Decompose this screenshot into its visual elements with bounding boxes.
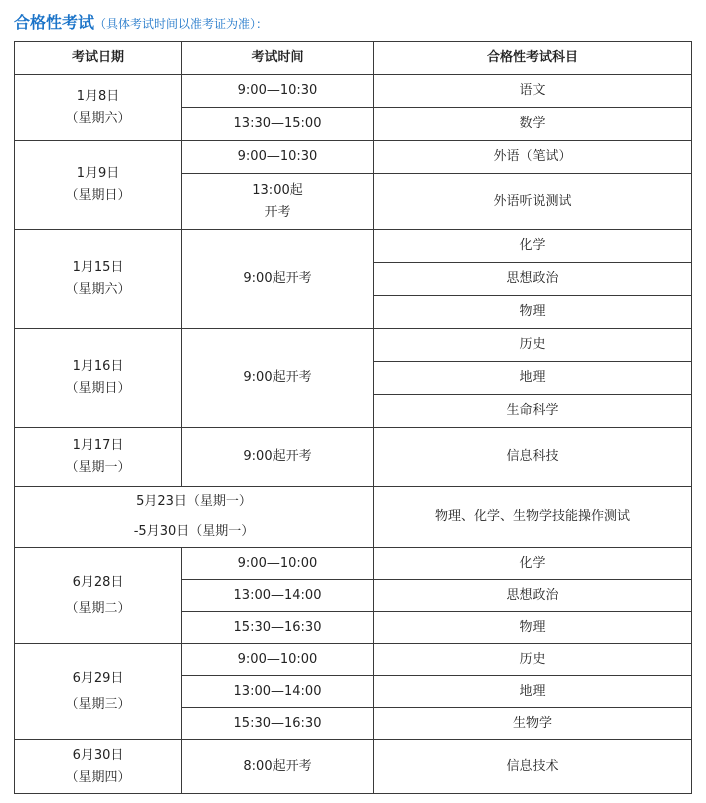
date-label: 6月30日 bbox=[72, 747, 124, 763]
date-label: 1月16日 bbox=[72, 359, 124, 374]
time-cell: 8:00起开考 bbox=[182, 740, 374, 794]
page-heading bbox=[14, 10, 268, 33]
date-cell bbox=[15, 740, 182, 794]
time-cell: 15:30—16:30 bbox=[182, 708, 374, 740]
exam-schedule-table bbox=[14, 41, 692, 794]
table-row bbox=[15, 644, 692, 676]
table-row bbox=[15, 230, 692, 263]
time-cell: 9:00起开考 bbox=[182, 230, 374, 329]
table-row bbox=[15, 487, 692, 548]
page-title: 合格性考试 bbox=[14, 13, 95, 32]
weekday-label: （星期日） bbox=[65, 381, 131, 396]
time-cell: 9:00—10:30 bbox=[182, 75, 374, 108]
date-cell bbox=[15, 75, 182, 141]
column-header-date: 考试日期 bbox=[15, 42, 182, 75]
table-row bbox=[15, 428, 692, 487]
table-row bbox=[15, 329, 692, 362]
subject-cell: 外语（笔试） bbox=[374, 141, 692, 174]
subject-cell: 历史 bbox=[374, 644, 692, 676]
time-cell: 9:00—10:30 bbox=[182, 141, 374, 174]
weekday-label: （星期四） bbox=[65, 769, 131, 785]
subject-cell: 物理 bbox=[374, 612, 692, 644]
subject-cell: 生物学 bbox=[374, 708, 692, 740]
weekday-label: （星期三） bbox=[65, 696, 131, 712]
time-cell: 13:00—14:00 bbox=[182, 580, 374, 612]
subject-cell: 生命科学 bbox=[374, 395, 692, 428]
date-cell bbox=[15, 644, 182, 740]
date-label: 6月29日 bbox=[72, 670, 124, 686]
date-label: 1月15日 bbox=[72, 260, 124, 275]
date-label: 1月9日 bbox=[76, 166, 120, 181]
subject-cell: 地理 bbox=[374, 676, 692, 708]
table-row bbox=[15, 75, 692, 108]
date-cell bbox=[15, 230, 182, 329]
table-header-row bbox=[15, 42, 692, 75]
date-cell bbox=[15, 548, 182, 644]
time-cell: 9:00起开考 bbox=[182, 428, 374, 487]
weekday-label: （星期六） bbox=[65, 282, 131, 297]
time-cell: 13:30—15:00 bbox=[182, 108, 374, 141]
date-cell bbox=[15, 428, 182, 487]
subject-cell: 数学 bbox=[374, 108, 692, 141]
subject-cell: 物理、化学、生物学技能操作测试 bbox=[374, 487, 692, 548]
weekday-label: （星期日） bbox=[65, 188, 131, 203]
date-label: 6月28日 bbox=[72, 574, 124, 590]
column-header-time: 考试时间 bbox=[182, 42, 374, 75]
subject-cell: 地理 bbox=[374, 362, 692, 395]
date-cell bbox=[15, 329, 182, 428]
time-cell: 13:00—14:00 bbox=[182, 676, 374, 708]
time-cell: 9:00起开考 bbox=[182, 329, 374, 428]
time-line: 13:00起 bbox=[252, 182, 303, 198]
heading-note: （具体考试时间以准考证为准）： bbox=[94, 17, 269, 31]
date-label: 1月8日 bbox=[76, 88, 120, 104]
weekday-label: （星期二） bbox=[65, 600, 131, 616]
time-cell bbox=[182, 174, 374, 230]
table-row bbox=[15, 740, 692, 794]
subject-cell: 物理 bbox=[374, 296, 692, 329]
table-row bbox=[15, 141, 692, 174]
subject-cell: 化学 bbox=[374, 230, 692, 263]
date-range-end: -5月30日（星期一） bbox=[133, 524, 255, 539]
subject-cell: 化学 bbox=[374, 548, 692, 580]
date-label: 1月17日 bbox=[72, 438, 124, 453]
subject-cell: 信息科技 bbox=[374, 428, 692, 487]
subject-cell: 思想政治 bbox=[374, 580, 692, 612]
weekday-label: （星期六） bbox=[65, 110, 131, 126]
subject-cell: 历史 bbox=[374, 329, 692, 362]
subject-cell: 语文 bbox=[374, 75, 692, 108]
table-row bbox=[15, 548, 692, 580]
subject-cell: 信息技术 bbox=[374, 740, 692, 794]
date-range-start: 5月23日（星期一） bbox=[136, 494, 252, 509]
weekday-label: （星期一） bbox=[65, 460, 131, 475]
time-line: 开考 bbox=[264, 204, 291, 220]
date-cell bbox=[15, 141, 182, 230]
column-header-subject: 合格性考试科目 bbox=[374, 42, 692, 75]
time-cell: 9:00—10:00 bbox=[182, 644, 374, 676]
subject-cell: 外语听说测试 bbox=[374, 174, 692, 230]
date-range-cell bbox=[15, 487, 374, 548]
time-cell: 9:00—10:00 bbox=[182, 548, 374, 580]
time-cell: 15:30—16:30 bbox=[182, 612, 374, 644]
subject-cell: 思想政治 bbox=[374, 263, 692, 296]
